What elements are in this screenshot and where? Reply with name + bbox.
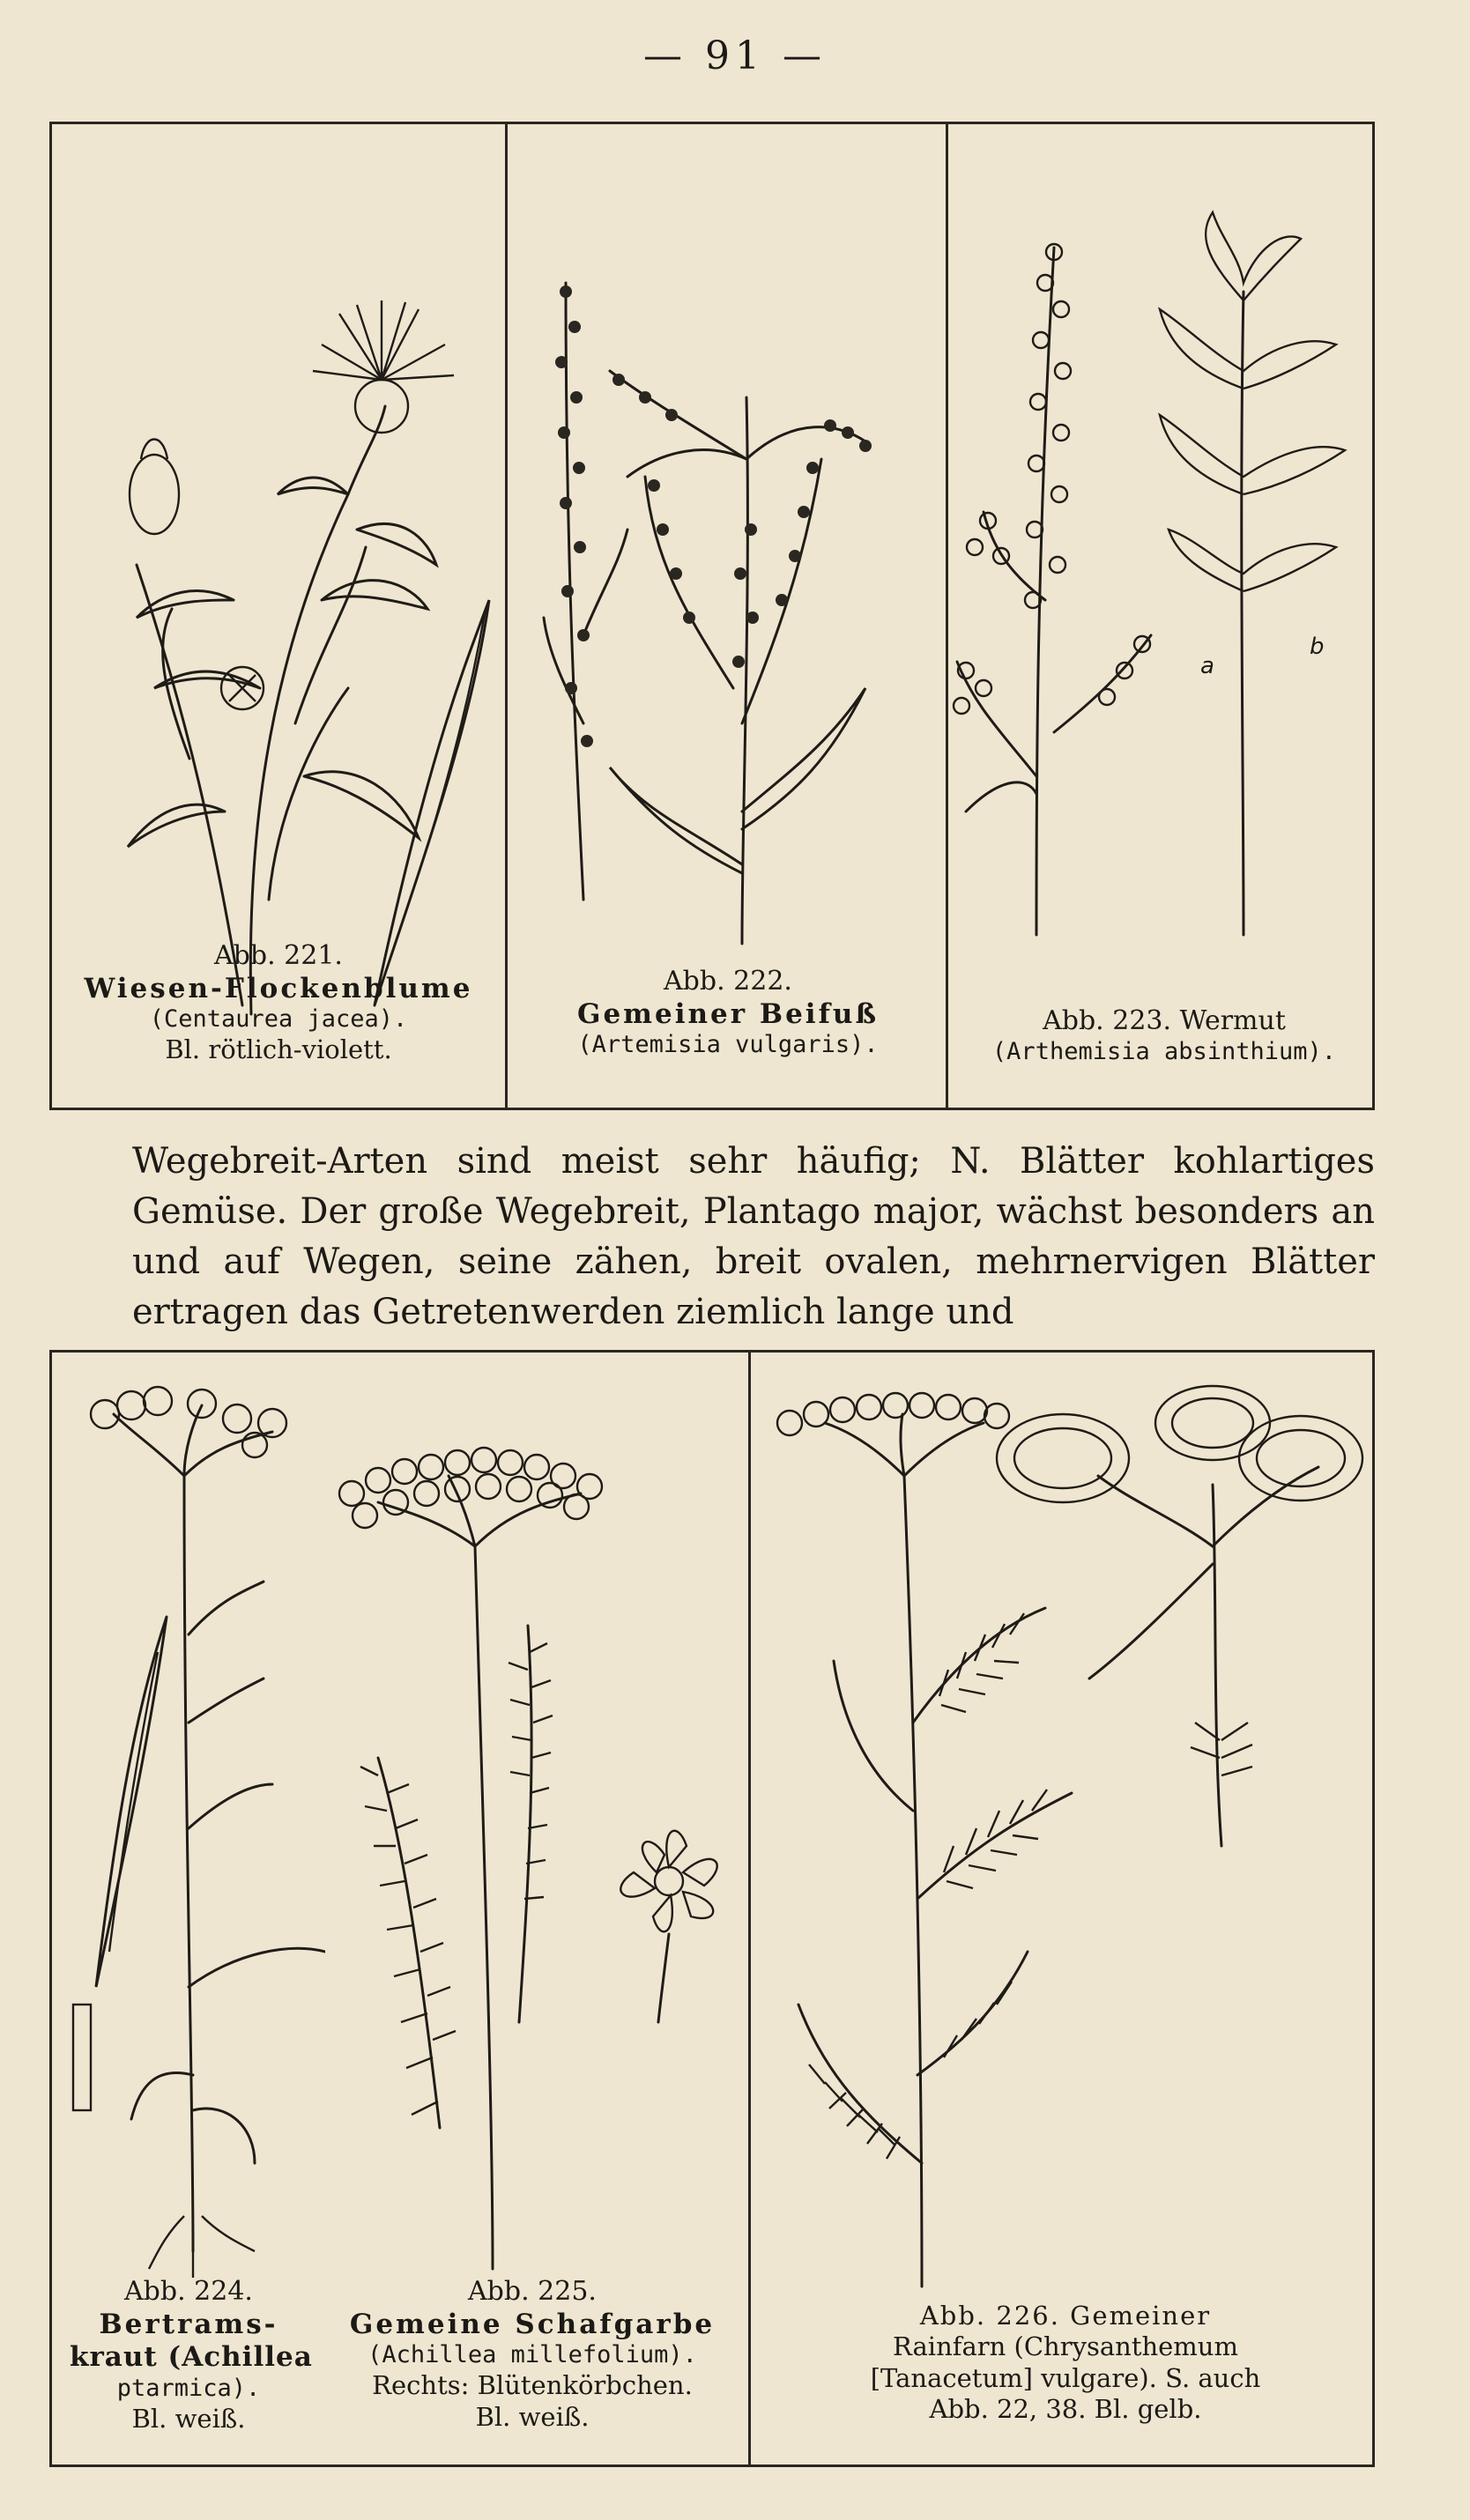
figure-226 [748,1353,1377,2464]
caption-223-latin: (Arthemisia absinthium). [991,1037,1337,1065]
caption-226 [751,2301,1380,2426]
caption-226-line-3: [Tanacetum] vulgare). S. auch [870,2362,1261,2393]
centaurea-illustration [57,230,498,1023]
label-a: a [1200,653,1214,679]
caption-224-latin: ptarmica). [116,2375,261,2403]
body-paragraph [132,1137,1375,1338]
caption-224-note: Bl. weiß. [131,2404,246,2435]
caption-224-name-1: Bertrams- [99,2308,278,2340]
page-number: — 91 — [643,33,827,78]
artemisia-absinthium-illustration [948,159,1371,970]
caption-221-name: Wiesen-Flockenblume [84,972,473,1004]
bottom-figure-frame [49,1350,1375,2467]
caption-222-number: Abb. 222. [664,966,792,997]
achillea-ptarmica-illustration [61,1370,325,2287]
caption-224 [70,2276,313,2435]
caption-221-note: Bl. rötlich-violett. [165,1034,392,1065]
artemisia-vulgaris-illustration [513,195,936,970]
caption-221-latin: (Centaurea jacea). [149,1005,408,1034]
caption-223-number: Abb. 223. Wermut [1043,1005,1286,1036]
caption-226-line-1: Abb. 226. Gemeiner [919,2301,1212,2331]
caption-225-number: Abb. 225. [468,2276,597,2307]
flower-head-detail [620,1831,716,2022]
caption-223 [948,1005,1380,1067]
figure-222 [505,124,946,1108]
figure-224-225 [52,1353,748,2464]
caption-224-number: Abb. 224. [124,2276,253,2307]
tanacetum-illustration [754,1370,1371,2304]
achillea-millefolium-illustration [325,1405,739,2287]
caption-224-name-2: kraut (Achillea [70,2341,313,2374]
label-b: b [1310,634,1325,660]
top-figure-frame [49,122,1375,1110]
caption-225-name: Gemeine Schafgarbe [349,2308,716,2340]
caption-226-line-2: Rainfarn (Chrysanthemum [893,2331,1238,2362]
caption-225 [325,2276,739,2433]
caption-222 [508,966,948,1060]
caption-222-latin: (Artemisia vulgaris). [577,1031,879,1059]
figure-221 [52,124,505,1108]
caption-221 [52,940,505,1066]
figure-223 [946,124,1377,1108]
caption-226-line-4: Abb. 22, 38. Bl. gelb. [929,2394,1202,2425]
caption-221-number: Abb. 221. [214,940,343,971]
caption-222-name: Gemeiner Beifuß [576,997,879,1030]
caption-225-note-1: Rechts: Blütenkörbchen. [372,2370,693,2401]
caption-225-latin: (Achillea millefolium). [368,2341,697,2369]
caption-225-note-2: Bl. weiß. [475,2401,590,2432]
body-paragraph-text: Wegebreit-Arten sind meist sehr häufig; N. Blätter kohlartiges Gemüse. Der große Wegebreit, Plantago major, wächst besonders an und auf Wegen, seine zähen, breit ovalen, mehrnervigen Blätter ertragen das Getretenwerden ziemlich lange und [132,1141,1375,1332]
